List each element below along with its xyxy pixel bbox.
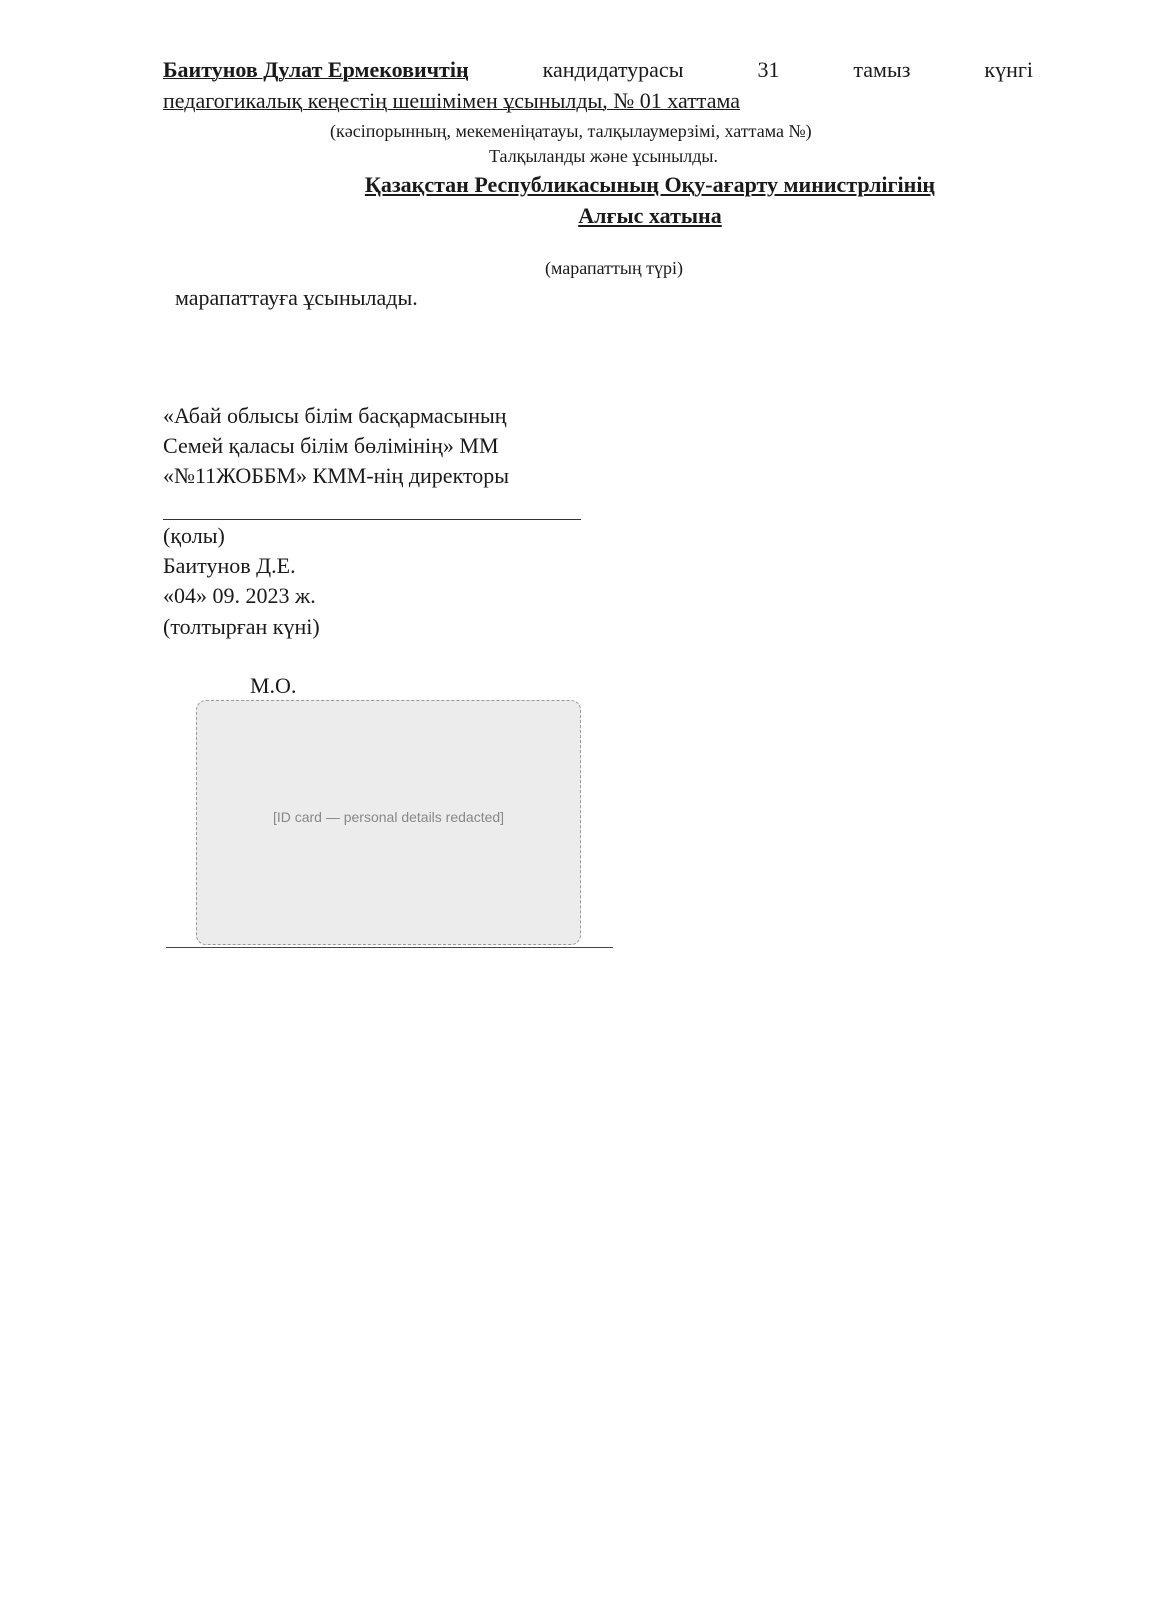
nominated-text: марапаттауға ұсынылады. bbox=[175, 285, 418, 310]
of-day-word: күнгі bbox=[984, 57, 1033, 82]
org-line-1: «Абай облысы білім басқармасының bbox=[163, 403, 507, 428]
id-card-redacted bbox=[196, 700, 581, 945]
id-card-redacted-note: [ID card — personal details redacted] bbox=[272, 809, 505, 825]
award-line-1: Қазақстан Республикасының Оқу-ағарту министрлігінің bbox=[364, 172, 936, 197]
nomination-line-1 bbox=[163, 57, 1033, 83]
signature-line bbox=[163, 519, 581, 520]
fill-date-note: (толтырған күні) bbox=[163, 614, 320, 639]
signature-note: (қолы) bbox=[163, 523, 225, 548]
org-line-2: Семей қаласы білім бөлімінің» ММ bbox=[163, 433, 499, 458]
org-line-3: «№11ЖОББМ» КММ-нің директоры bbox=[163, 463, 510, 488]
award-type-note: (марапаттың түрі) bbox=[545, 258, 683, 278]
nomination-line-2: педагогикалық кеңестің шешімімен ұсынылды, № 01 хаттама bbox=[163, 88, 740, 113]
org-note: (кәсіпорынның, мекеменіңатауы, талқылаумерзімі, хаттама №) bbox=[330, 121, 812, 141]
seal-mark: М.О. bbox=[250, 673, 297, 698]
bottom-rule bbox=[166, 947, 613, 948]
fill-date: «04» 09. 2023 ж. bbox=[163, 583, 316, 608]
candidacy-word: кандидатурасы bbox=[542, 57, 684, 82]
day-number: 31 bbox=[757, 57, 780, 82]
nominee-name: Баитунов Дулат Ермековичтің bbox=[163, 57, 469, 82]
award-line-2: Алғыс хатына bbox=[578, 203, 722, 228]
signer-name: Баитунов Д.Е. bbox=[163, 553, 296, 578]
discussed-text: Талқыланды және ұсынылды. bbox=[489, 146, 718, 166]
month-word: тамыз bbox=[853, 57, 911, 82]
